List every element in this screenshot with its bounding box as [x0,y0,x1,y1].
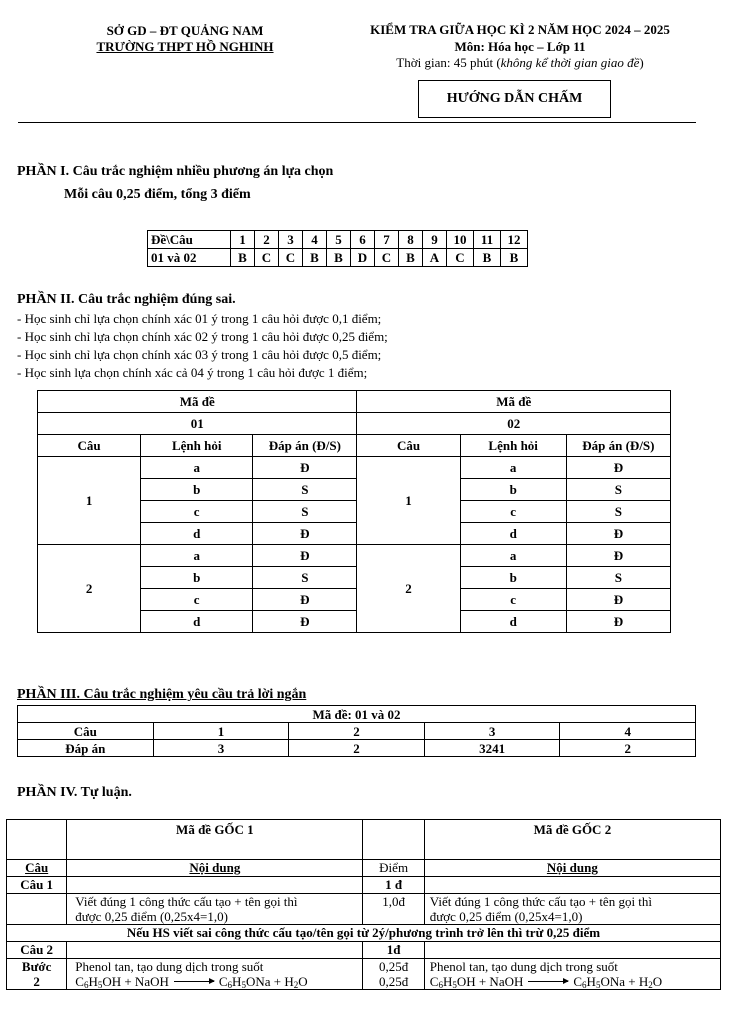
table-cell: Câu [38,435,141,457]
table-cell: 1 [153,723,289,740]
table-row [7,877,721,894]
table-cell: Đ [566,457,670,479]
table-cell: S [566,501,670,523]
table-cell: 1đ [363,942,424,959]
table-cell: a [460,457,566,479]
table-cell: d [460,523,566,545]
table-cell: Mã đề GỐC 1 [67,820,363,860]
table-cell: 3 [279,231,303,249]
table-row [7,942,721,959]
time-line: Thời gian: 45 phút (không kể thời gian giao đề) [396,55,644,70]
table-cell: 7 [375,231,399,249]
table-cell: 11 [474,231,501,249]
table-cell: Đáp án [18,740,154,757]
table-cell: a [460,545,566,567]
table-row [7,894,721,925]
table-cell: Nếu HS viết sai công thức cấu tạo/tên gọi từ 2ý/phương trình trở lên thì trừ 0,25 điểm [7,925,721,942]
table-cell: c [141,589,253,611]
table-cell: 2 [289,723,425,740]
part2-rule-1: - Học sinh chỉ lựa chọn chính xác 01 ý trong 1 câu hỏi được 0,1 điểm; [17,311,382,326]
table-cell: 2 [289,740,425,757]
table-cell: 1,0đ [363,894,424,925]
table-cell: 9 [423,231,447,249]
table-cell: Nội dung [67,860,363,877]
table-cell: Lệnh hỏi [141,435,253,457]
table-cell [67,877,363,894]
table-row [7,959,721,990]
table-cell: c [460,589,566,611]
table-cell: Đ [566,611,670,633]
table-cell: Phenol tan, tạo dung dịch trong suốt $C_6H_5OH$ + NaOH $C_6H_5ONa + H_2O$ [67,959,363,990]
table-cell: d [141,611,253,633]
table-row [7,820,721,860]
table-cell: Điểm [363,860,424,877]
table-cell: 3241 [424,740,560,757]
arrow-icon [174,981,214,982]
table-row [148,249,528,267]
table-cell: Câu 2 [7,942,67,959]
part4-title: PHẦN IV. Tự luận. [17,785,132,800]
part2-title: PHẦN II. Câu trắc nghiệm đúng sai. [17,292,236,307]
table-cell: B [327,249,351,267]
table-cell: 1 [231,231,255,249]
table-cell: 0,25đ 0,25đ [363,959,424,990]
table-row [38,457,671,479]
table-cell: Đ [566,523,670,545]
table-cell: Câu [357,435,460,457]
part1-answer-table [147,230,528,267]
table-cell: Lệnh hỏi [460,435,566,457]
table-cell: 2 [357,545,460,633]
table-cell: b [141,567,253,589]
table-cell: a [141,545,253,567]
header-divider [18,122,696,123]
table-cell [7,820,67,860]
table-row [18,723,696,740]
table-cell: S [253,501,357,523]
table-cell: 3 [153,740,289,757]
table-cell: Đáp án (Đ/S) [253,435,357,457]
table-cell: Bước 2 [7,959,67,990]
table-cell: S [566,567,670,589]
table-cell: Đ [566,545,670,567]
table-cell: Đ [253,545,357,567]
table-cell: 1 [357,457,460,545]
table-cell: 2 [560,740,696,757]
table-cell: B [231,249,255,267]
table-cell: 1 [38,457,141,545]
table-cell: Đáp án (Đ/S) [566,435,670,457]
table-cell: 2 [38,545,141,633]
table-cell: Viết đúng 1 công thức cấu tạo + tên gọi thì được 0,25 điểm (0,25x4=1,0) [67,894,363,925]
reaction-equation: $C_6H_5OH$ + NaOH $C_6H_5ONa + H_2O$ [429,974,663,990]
table-cell: S [253,479,357,501]
arrow-icon [528,981,568,982]
table-cell: 01 [38,413,357,435]
table-cell: d [460,611,566,633]
table-row [38,413,671,435]
table-row [38,435,671,457]
table-cell: C [447,249,474,267]
part2-rule-2: - Học sinh chỉ lựa chọn chính xác 02 ý trong 1 câu hỏi được 0,25 điểm; [17,329,388,344]
table-cell: Đ [253,589,357,611]
table-cell: C [279,249,303,267]
table-cell: B [474,249,501,267]
table-cell: 4 [560,723,696,740]
table-cell: Mã đề [38,391,357,413]
table-row [148,231,528,249]
table-cell: A [423,249,447,267]
table-cell: B [303,249,327,267]
table-cell: b [141,479,253,501]
table-cell: 8 [399,231,423,249]
table-cell: Câu [7,860,67,877]
table-cell: 5 [327,231,351,249]
table-row [7,925,721,942]
part1-subtitle: Mỗi câu 0,25 điểm, tổng 3 điểm [64,187,251,202]
table-cell: c [460,501,566,523]
table-cell: b [460,567,566,589]
table-cell: 12 [501,231,528,249]
table-cell: 1 đ [363,877,424,894]
table-cell: b [460,479,566,501]
table-cell: Đ [253,523,357,545]
table-cell: Mã đề GỐC 2 [424,820,720,860]
table-cell: 4 [303,231,327,249]
table-cell: Đề\Câu [148,231,231,249]
table-cell: Nội dung [424,860,720,877]
table-cell: 3 [424,723,560,740]
table-cell: Đ [253,611,357,633]
table-cell: B [501,249,528,267]
table-cell: 6 [351,231,375,249]
part3-title: PHẦN III. Câu trắc nghiệm yêu cầu trả lời ngắn [17,687,307,702]
part2-rule-4: - Học sinh lựa chọn chính xác cả 04 ý trong 1 câu hỏi được 1 điểm; [17,365,368,380]
part3-answer-table [17,705,696,757]
table-row [18,740,696,757]
table-cell: S [566,479,670,501]
table-row [18,706,696,723]
department-name: SỞ GD – ĐT QUẢNG NAM [106,23,264,38]
table-cell: a [141,457,253,479]
table-cell: B [399,249,423,267]
school-name: TRƯỜNG THPT HỒ NGHINH [96,39,274,54]
table-cell: Đ [253,457,357,479]
part2-rule-3: - Học sinh chỉ lựa chọn chính xác 03 ý trong 1 câu hỏi được 0,5 điểm; [17,347,382,362]
exam-title: KIỂM TRA GIỮA HỌC KÌ 2 NĂM HỌC 2024 – 2025 [370,22,670,37]
table-cell: 02 [357,413,671,435]
part4-essay-table [6,819,721,990]
table-cell: Câu 1 [7,877,67,894]
table-row [38,545,671,567]
reaction-equation: $C_6H_5OH$ + NaOH $C_6H_5ONa + H_2O$ [75,974,308,990]
table-cell [7,894,67,925]
table-row [38,391,671,413]
table-cell: D [351,249,375,267]
table-cell: Mã đề: 01 và 02 [18,706,696,723]
table-cell: 01 và 02 [148,249,231,267]
part1-title: PHẦN I. Câu trắc nghiệm nhiều phương án lựa chọn [17,164,334,179]
table-cell: 2 [255,231,279,249]
table-cell: Câu [18,723,154,740]
table-cell: Đ [566,589,670,611]
table-cell: Viết đúng 1 công thức cấu tạo + tên gọi thì được 0,25 điểm (0,25x4=1,0) [424,894,720,925]
table-cell [67,942,363,959]
table-row [7,860,721,877]
table-cell: S [253,567,357,589]
table-cell [363,820,424,860]
table-cell: C [255,249,279,267]
table-cell: Mã đề [357,391,671,413]
table-cell: Phenol tan, tạo dung dịch trong suốt $C_6H_5OH$ + NaOH $C_6H_5ONa + H_2O$ [424,959,720,990]
table-cell [424,877,720,894]
table-cell: c [141,501,253,523]
table-cell: C [375,249,399,267]
table-cell: d [141,523,253,545]
guide-title-box: HƯỚNG DẪN CHẤM [418,80,611,118]
table-cell: 10 [447,231,474,249]
part2-answer-table [37,390,671,633]
subject-line: Môn: Hóa học – Lớp 11 [454,39,586,54]
table-cell [424,942,720,959]
